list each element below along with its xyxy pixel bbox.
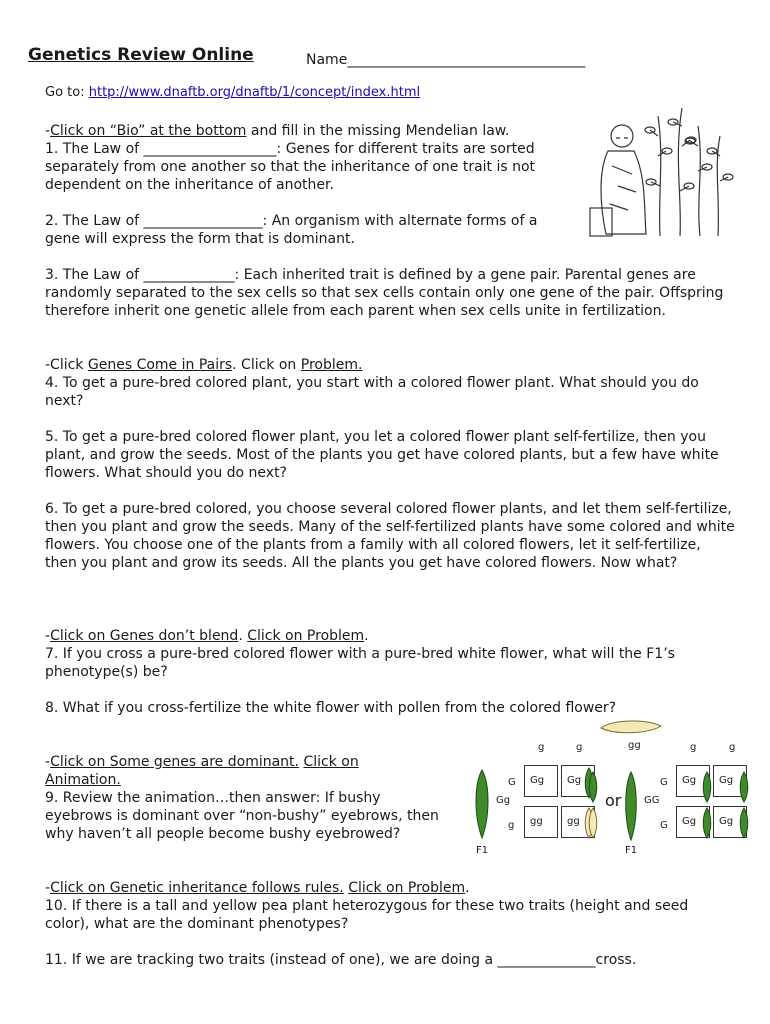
- bio-instruction: -Click on “Bio” at the bottom and fill in the missing Mendelian law.: [45, 123, 510, 139]
- punnett-cell: Gg: [713, 806, 747, 838]
- section-blend: [45, 627, 735, 681]
- question-7: 7. If you cross a pure-bred colored flower with a pure-bred white flower, what will the F1’s phenotype(s) be?: [45, 646, 675, 680]
- q1-prefix: 1. The Law of: [45, 141, 144, 157]
- question-6: 6. To get a pure-bred colored, you choose several colored flower plants, and let them self-fertilize, then you plant and grow the seeds. Many of the self-fertilized plants have some colored and white flowers. You choose one of the plants from a family with all colored flowers, let it self-fertilize, then you plant and grow its seeds. All the plants you get have colored flowers. Now what?: [45, 501, 735, 571]
- left-parent-label: Gg: [496, 795, 511, 806]
- right-top-label: g: [690, 742, 697, 753]
- section-rules: [45, 879, 735, 933]
- section-bio: [45, 122, 555, 194]
- rules-instruction: -Click on Genetic inheritance follows rules. Click on Problem.: [45, 880, 470, 896]
- question-3: [45, 266, 735, 320]
- right-f1-label: F1: [625, 845, 638, 856]
- q1-text: : Genes for different traits are sorted separately from one another so that the inheritance of one trait is not dependent on the inheritance of another.: [45, 141, 536, 193]
- left-pod-column-icon: [587, 770, 599, 840]
- question-1: [45, 140, 555, 194]
- left-side-label: g: [508, 820, 515, 831]
- question-9: 9. Review the animation…then answer: If bushy eyebrows is dominant over “non-bushy” eyebrows, then why haven’t all people become bushy eyebrowed?: [45, 790, 439, 842]
- rules-problem-link[interactable]: Click on Problem: [348, 880, 466, 896]
- genes-dont-blend-link[interactable]: Click on Genes don’t blend: [50, 628, 239, 644]
- section-dominant: [45, 753, 445, 843]
- left-f1-label: F1: [476, 845, 489, 856]
- question-11: [45, 951, 735, 969]
- goto-label: Go to:: [45, 85, 89, 100]
- right-pod-column-2-icon: [738, 770, 750, 840]
- pairs-mid: . Click on: [232, 357, 301, 373]
- right-parent-label: GG: [644, 795, 660, 806]
- punnett-cell: Gg: [561, 765, 595, 797]
- pod-genotype-label: gg: [628, 740, 641, 751]
- left-top-label: g: [538, 742, 545, 753]
- question-8: 8. What if you cross-fertilize the white flower with pollen from the colored flower?: [45, 700, 617, 716]
- pairs-instruction: [45, 356, 735, 374]
- question-2: [45, 212, 555, 248]
- q2-text: : An organism with alternate forms of a gene will express the form that is dominant.: [45, 213, 538, 247]
- left-pods-icon: [470, 766, 600, 842]
- q2-prefix: 2. The Law of: [45, 213, 144, 229]
- question-5: 5. To get a pure-bred colored flower plant, you let a colored flower plant self-fertilize, then you plant, and grow the seeds. Most of the plants you get have colored plants, but a few have white flowers. What should you do next?: [45, 429, 719, 481]
- q3-text: : Each inherited trait is defined by a gene pair. Parental genes are randomly separated to the sex cells so that sex cells contain only one gene of the pair. Offspring therefore inherit one genetic allele from each parent when sex cells unite in fertilization.: [45, 267, 724, 319]
- or-label: or: [605, 791, 622, 810]
- q2-blank[interactable]: _________________: [143, 213, 263, 229]
- some-genes-dominant-link[interactable]: Click on Some genes are dominant.: [50, 754, 299, 770]
- left-top-label: g: [576, 742, 583, 753]
- blend-problem-link[interactable]: Click on Problem: [247, 628, 365, 644]
- right-pod-column-1-icon: [701, 770, 713, 840]
- punnett-cell: Gg: [713, 765, 747, 797]
- question-4: 4. To get a pure-bred colored plant, you start with a colored flower plant. What should you do next?: [45, 375, 699, 409]
- q1-blank[interactable]: ___________________: [143, 141, 277, 157]
- q11-blank[interactable]: ______________: [497, 952, 596, 968]
- right-parent-pod-icon: [622, 770, 640, 844]
- q3-prefix: 3. The Law of: [45, 267, 144, 283]
- blend-instruction: -Click on Genes don’t blend. Click on Problem.: [45, 628, 369, 644]
- dominant-instruction: -Click on Some genes are dominant. Click on Animation.: [45, 754, 359, 788]
- punnett-cell: gg: [524, 806, 558, 838]
- q3-blank[interactable]: _____________: [143, 267, 235, 283]
- right-side-label: G: [660, 820, 668, 831]
- q11-suffix: cross.: [595, 952, 637, 968]
- mendel-illustration: [588, 96, 738, 244]
- goto-line: [45, 84, 420, 102]
- bio-link[interactable]: Click on “Bio” at the bottom: [50, 123, 247, 139]
- question-10: 10. If there is a tall and yellow pea plant heterozygous for these two traits (height and seed color), what are the dominant phenotypes?: [45, 898, 689, 932]
- animation-link-a[interactable]: Click on: [303, 754, 359, 770]
- problem-link[interactable]: Problem.: [300, 357, 363, 373]
- pea-pod-icon: [598, 718, 664, 738]
- punnett-cell: gg: [561, 806, 595, 838]
- right-top-label: g: [729, 742, 736, 753]
- name-label: Name: [306, 52, 348, 68]
- name-line: [306, 51, 585, 69]
- bio-instruction-text: and fill in the missing Mendelian law.: [246, 123, 510, 139]
- q11-prefix: 11. If we are tracking two traits (instead of one), we are doing a: [45, 952, 498, 968]
- name-blank[interactable]: __________________________________: [347, 52, 586, 68]
- punnett-cell: Gg: [676, 765, 710, 797]
- right-side-label: G: [660, 777, 668, 788]
- section-pairs: [45, 356, 735, 410]
- genes-in-pairs-link[interactable]: Genes Come in Pairs: [87, 357, 233, 373]
- pairs-pre: -Click: [45, 357, 88, 373]
- concept-link[interactable]: http://www.dnaftb.org/dnaftb/1/concept/index.html: [88, 85, 421, 100]
- left-side-label: G: [508, 777, 516, 788]
- animation-link-b[interactable]: Animation.: [45, 772, 121, 788]
- punnett-cell: Gg: [524, 765, 558, 797]
- inheritance-rules-link[interactable]: Click on Genetic inheritance follows rules.: [50, 880, 344, 896]
- punnett-cell: Gg: [676, 806, 710, 838]
- page-title: Genetics Review Online: [28, 45, 254, 65]
